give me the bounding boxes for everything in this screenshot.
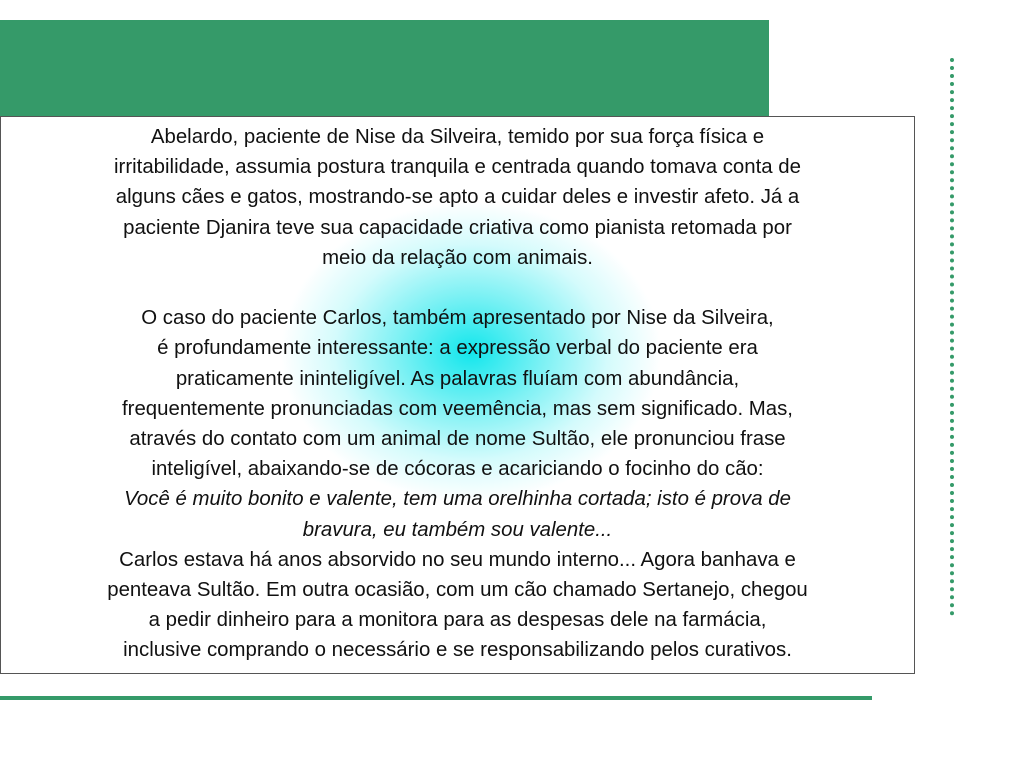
text-panel	[0, 116, 915, 674]
text-line: penteava Sultão. Em outra ocasião, com um cão chamado Sertanejo, chegou	[107, 579, 808, 602]
paragraph-abelardo	[5, 122, 910, 273]
paragraph-sultao	[5, 545, 910, 666]
quote-line: bravura, eu também sou valente...	[302, 518, 613, 541]
text-line: praticamente ininteligível. As palavras fluíam com abundância,	[175, 367, 740, 390]
text-line: frequentemente pronunciadas com veemência, mas sem significado. Mas,	[122, 397, 793, 420]
text-line: irritabilidade, assumia postura tranquila e centrada quando tomava conta de	[114, 156, 801, 179]
paragraph-gap	[5, 273, 910, 303]
paragraph-carlos	[5, 303, 910, 484]
text-line: a pedir dinheiro para a monitora para as despesas dele na farmácia,	[148, 609, 767, 632]
text-line: Abelardo, paciente de Nise da Silveira, temido por sua força física e	[150, 126, 765, 148]
text-line: Carlos estava há anos absorvido no seu mundo interno... Agora banhava e	[119, 548, 796, 571]
quote-line: Você é muito bonito e valente, tem uma orelhinha cortada; isto é prova de	[124, 488, 791, 511]
text-line: inteligível, abaixando-se de cócoras e acariciando o focinho do cão:	[151, 458, 764, 481]
text-line: através do contato com um animal de nome Sultão, ele pronunciou frase	[129, 428, 786, 451]
text-line: inclusive comprando o necessário e se responsabilizando pelos curativos.	[123, 639, 792, 662]
dotted-divider	[950, 58, 954, 616]
text-line: paciente Djanira teve sua capacidade criativa como pianista retomada por	[123, 216, 792, 239]
quote-carlos	[5, 484, 910, 544]
text-line: é profundamente interessante: a expressão verbal do paciente era	[157, 337, 758, 360]
text-line: meio da relação com animais.	[322, 246, 593, 269]
bottom-divider	[0, 696, 872, 700]
text-line: O caso do paciente Carlos, também apresentado por Nise da Silveira,	[141, 307, 774, 330]
text-line: alguns cães e gatos, mostrando-se apto a cuidar deles e investir afeto. Já a	[115, 186, 800, 209]
header-banner	[0, 20, 769, 120]
